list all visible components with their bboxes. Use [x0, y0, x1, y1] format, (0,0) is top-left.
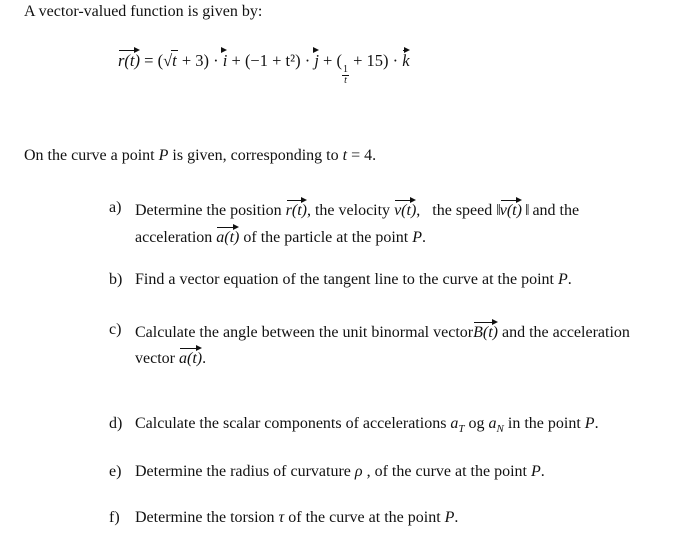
item-b-label: b)	[109, 271, 123, 288]
position-vector: r(t)	[286, 198, 307, 219]
fraction: $\frac{1}{t}$	[342, 64, 348, 86]
item-c-line2: vector a(t).	[135, 346, 206, 369]
item-c-line1: Calculate the angle between the unit binormal vectorB(t) and the acceleration	[135, 320, 630, 343]
j-unit-vector: j	[314, 48, 319, 69]
given-point-text: On the curve a point P is given, corresponding to t = 4.	[24, 147, 377, 164]
k-component: ( $\frac{1}{t}$ + 15)	[336, 51, 389, 86]
item-e-label: e)	[109, 463, 122, 480]
vector-function-equation: r(t) = (√t + 3) · i + (−1 + t²) · j + ( $\frac{1}{t}$ + 15) · k	[118, 48, 410, 86]
acceleration-vector: a(t)	[216, 225, 239, 246]
binormal-vector: B(t)	[473, 320, 498, 341]
item-d-text: Calculate the scalar components of accelerations $a_T$ og $a_N$ in the point P.	[135, 415, 599, 436]
item-d-label: d)	[109, 415, 123, 432]
item-f-label: f)	[109, 509, 120, 526]
item-e-text: Determine the radius of curvature ρ , of the curve at the point P.	[135, 463, 545, 480]
velocity-vector: v(t)	[394, 198, 416, 219]
r-vector: r(t)	[118, 48, 140, 69]
item-f-text: Determine the torsion τ of the curve at the point P.	[135, 509, 459, 526]
item-a-label: a)	[109, 199, 122, 216]
acceleration-vector: a(t)	[179, 346, 202, 367]
speed-vector: v(t)	[500, 198, 522, 219]
intro-text: A vector-valued function is given by:	[24, 3, 263, 20]
item-c-label: c)	[109, 321, 122, 338]
j-component: (−1 + t²)	[244, 51, 301, 70]
item-a-line1: Determine the position r(t), the velocity v(t), the speed ‖v(t) ‖ and the	[135, 198, 579, 221]
item-a-line2: acceleration a(t) of the particle at the point P.	[135, 225, 426, 248]
item-b-text: Find a vector equation of the tangent line to the curve at the point P.	[135, 271, 572, 288]
k-unit-vector: k	[402, 48, 409, 69]
i-component: (√t + 3)	[157, 51, 210, 70]
i-unit-vector: i	[223, 48, 228, 69]
equals-sign: =	[144, 51, 154, 70]
